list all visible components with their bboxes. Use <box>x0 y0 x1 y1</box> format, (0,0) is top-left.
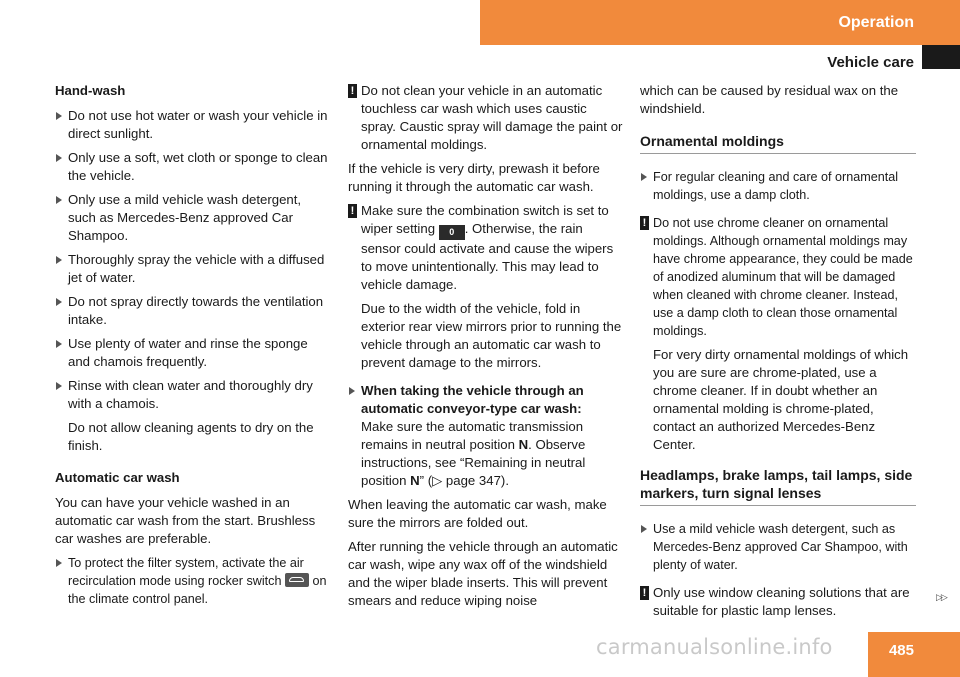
corner-marker <box>922 45 960 69</box>
column-left <box>55 82 331 614</box>
warning-note: ! Only use window cleaning solutions that are suitable for plastic lamp lenses. <box>640 584 916 620</box>
mirror-fold-note: Due to the width of the vehicle, fold in exterior rear view mirrors prior to running the vehicle through an automatic car wash to prevent damage to the mirrors. <box>361 301 622 370</box>
list-item: Rinse with clean water and thoroughly dry with a chamois. Do not allow cleaning agents to dry on the finish. <box>55 377 331 455</box>
list-item: To protect the filter system, activate the air recirculation mode using rocker switch on the climate control panel. <box>55 554 331 608</box>
autowash-heading: Automatic car wash <box>55 470 180 485</box>
list-item: Thoroughly spray the vehicle with a diffused jet of water. <box>55 251 331 287</box>
bullet-arrow-icon <box>349 387 355 395</box>
bullet-arrow-icon <box>56 154 62 162</box>
page-reference: ” (▷ page 347). <box>419 473 509 488</box>
autowash-paragraph: You can have your vehicle washed in an automatic car wash from the start. Brushless car washes are preferable. <box>55 495 316 546</box>
page-number: 485 <box>888 642 914 659</box>
continue-arrow-icon: ▷▷ <box>936 592 946 602</box>
ornamental-heading: Ornamental moldings <box>640 132 916 154</box>
warning-icon: ! <box>348 204 357 218</box>
warning-icon: ! <box>348 84 357 98</box>
chrome-cleaner-note: For very dirty ornamental moldings of which you are sure are chrome-plated, use a chrome cleaner. If in doubt whether an ornamental molding is chrome-plated, contact an authorized Mercedes-Benz Center. <box>653 347 909 452</box>
list-item: When taking the vehicle through an automatic conveyor-type car wash: Make sure the automatic transmission remains in neutral position N. Observe instructions, see “Remaining in neutral position N” (▷ page 347). <box>348 382 624 490</box>
list-item: For regular cleaning and care of ornamental moldings, use a damp cloth. <box>640 168 916 204</box>
wiper-setting-key: 0 <box>439 225 465 240</box>
after-wash-paragraph: After running the vehicle through an automatic car wash, wipe any wax off of the windshield and the wiper blade inserts. This will prevent smears and reduce wiping noise <box>348 539 618 608</box>
bullet-arrow-icon <box>56 196 62 204</box>
bullet-arrow-icon <box>56 112 62 120</box>
list-item: Do not use hot water or wash your vehicle in direct sunlight. <box>55 107 331 143</box>
bullet-arrow-icon <box>56 382 62 390</box>
warning-note: ! Make sure the combination switch is set to wiper setting 0 . Otherwise, the rain sensor could activate and cause the wipers to move unintentionally. This may lead to vehicle damage. Due to the width of the vehicle, fold in exterior rear view mirrors prior to running the vehicle through an automatic car wash to prevent damage to the mirrors. <box>348 202 624 372</box>
section-title: Vehicle care <box>827 54 914 71</box>
handwash-followup: Do not allow cleaning agents to dry on the finish. <box>68 420 314 453</box>
chapter-title: Operation <box>838 13 914 31</box>
page-number-tab <box>868 632 960 677</box>
bullet-arrow-icon <box>56 256 62 264</box>
list-item: Only use a soft, wet cloth or sponge to clean the vehicle. <box>55 149 331 185</box>
warning-icon: ! <box>640 216 649 230</box>
bullet-arrow-icon <box>56 559 62 567</box>
watermark-text: carmanualsonline.info <box>596 635 833 659</box>
list-item: Do not spray directly towards the ventilation intake. <box>55 293 331 329</box>
bullet-arrow-icon <box>641 525 647 533</box>
warning-note: ! Do not use chrome cleaner on ornamental moldings. Although ornamental moldings may have chrome appearance, they could be made of anodized aluminum that will be damaged when cleaned with chrome cleaner. Instead, use a damp cloth to clean those ornamental moldings. For very dirty ornamental moldings of which you are sure are chrome-plated, use a chrome cleaner. If in doubt whether an ornamental molding is chrome-plated, contact an authorized Mercedes-Benz Center. <box>640 214 916 454</box>
bullet-arrow-icon <box>641 173 647 181</box>
leaving-paragraph: When leaving the automatic car wash, make sure the mirrors are folded out. <box>348 497 607 530</box>
handwash-heading: Hand-wash <box>55 83 126 98</box>
column-middle <box>348 82 624 616</box>
conveyor-instruction: When taking the vehicle through an automatic conveyor-type car wash: <box>361 383 584 416</box>
recirculation-car-icon <box>285 573 309 587</box>
list-item: Use plenty of water and rinse the sponge and chamois frequently. <box>55 335 331 371</box>
lamps-heading: Headlamps, brake lamps, tail lamps, side markers, turn signal lenses <box>640 466 916 506</box>
warning-note: ! Do not clean your vehicle in an automatic touchless car wash which uses caustic spray. Caustic spray will damage the paint or ornamental moldings. <box>348 82 624 154</box>
list-item: Use a mild vehicle wash detergent, such as Mercedes-Benz approved Car Shampoo, with plenty of water. <box>640 520 916 574</box>
list-item: Only use a mild vehicle wash detergent, such as Mercedes-Benz approved Car Shampoo. <box>55 191 331 245</box>
bullet-arrow-icon <box>56 298 62 306</box>
chapter-tab <box>480 0 960 45</box>
warning-icon: ! <box>640 586 649 600</box>
column-right <box>640 82 916 626</box>
continued-paragraph: which can be caused by residual wax on the windshield. <box>640 83 899 116</box>
bullet-arrow-icon <box>56 340 62 348</box>
prewash-paragraph: If the vehicle is very dirty, prewash it before running it through the automatic car wash. <box>348 161 600 194</box>
